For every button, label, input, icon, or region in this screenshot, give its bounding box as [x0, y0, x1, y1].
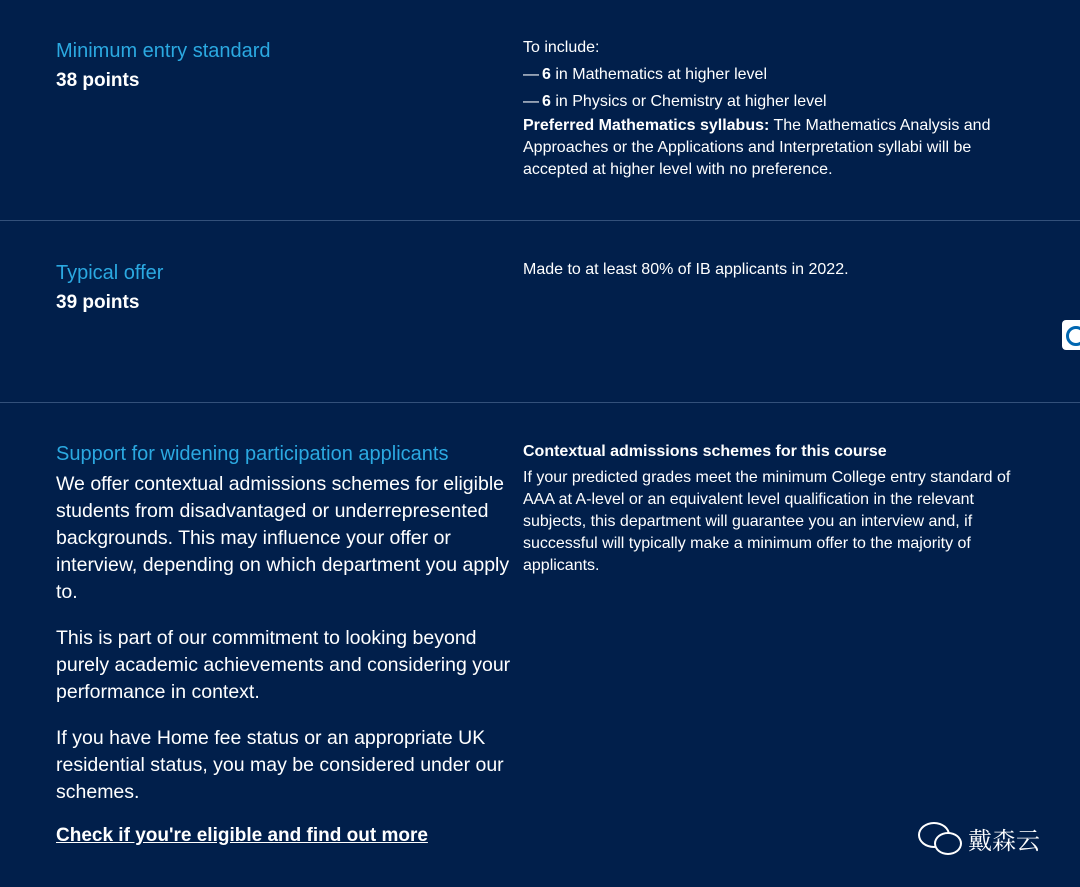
- watermark-text: 戴森云: [968, 826, 1040, 855]
- contextual-admissions-text: If your predicted grades meet the minimum College entry standard of AAA at A-level or an equivalent level qualification in the relevant subjects, this department will guarantee you an interview and, if successful will typically make a minimum offer to the majority of applicants.: [523, 469, 1011, 574]
- requirement-score: 6: [542, 66, 551, 83]
- typical-offer-heading: Typical offer: [56, 262, 164, 284]
- side-tab-icon: [1066, 326, 1080, 346]
- widening-participation-section: [0, 403, 1080, 887]
- widening-heading: Support for widening participation applicants: [56, 443, 449, 465]
- typical-offer-summary: [56, 260, 506, 316]
- typical-offer-details: [523, 256, 1023, 283]
- minimum-entry-section: [0, 0, 1080, 221]
- widening-participation-info: [56, 441, 511, 847]
- typical-offer-note: Made to at least 80% of IB applicants in 2022.: [523, 261, 849, 278]
- requirement-score: 6: [542, 93, 551, 110]
- dash-bullet: —: [523, 66, 539, 83]
- syllabus-text: The Mathematics Analysis and Approaches or the Applications and Interpretation syllabi will be accepted at higher level with no preference.: [523, 117, 991, 178]
- requirements-intro: To include:: [523, 39, 600, 56]
- contextual-admissions-details: [523, 441, 1023, 577]
- widening-paragraph: This is part of our commitment to looking beyond purely academic achievements and considering your performance in context.: [56, 627, 511, 703]
- side-feedback-tab[interactable]: [1062, 320, 1080, 350]
- syllabus-note: [523, 115, 1023, 181]
- requirement-item: [523, 88, 1023, 115]
- minimum-entry-points: 38 points: [56, 70, 140, 91]
- requirement-item: [523, 61, 1023, 88]
- contextual-admissions-title: Contextual admissions schemes for this course: [523, 443, 887, 460]
- wechat-icon: [918, 820, 962, 856]
- minimum-entry-details: [523, 34, 1023, 181]
- requirement-text: in Physics or Chemistry at higher level: [550, 93, 827, 110]
- widening-paragraph: If you have Home fee status or an appropriate UK residential status, you may be considered under our schemes.: [56, 727, 504, 803]
- typical-offer-points: 39 points: [56, 292, 140, 313]
- watermark: [918, 820, 1040, 856]
- requirement-text: in Mathematics at higher level: [550, 66, 768, 83]
- widening-paragraph: We offer contextual admissions schemes for eligible students from disadvantaged or underrepresented backgrounds. This may influence your offer or interview, depending on which department you apply to.: [56, 473, 510, 603]
- syllabus-label: Preferred Mathematics syllabus:: [523, 117, 770, 134]
- minimum-entry-summary: [56, 38, 506, 94]
- dash-bullet: —: [523, 93, 539, 110]
- typical-offer-section: [0, 221, 1080, 403]
- eligibility-link[interactable]: Check if you're eligible and find out more: [56, 825, 428, 846]
- minimum-entry-heading: Minimum entry standard: [56, 40, 271, 62]
